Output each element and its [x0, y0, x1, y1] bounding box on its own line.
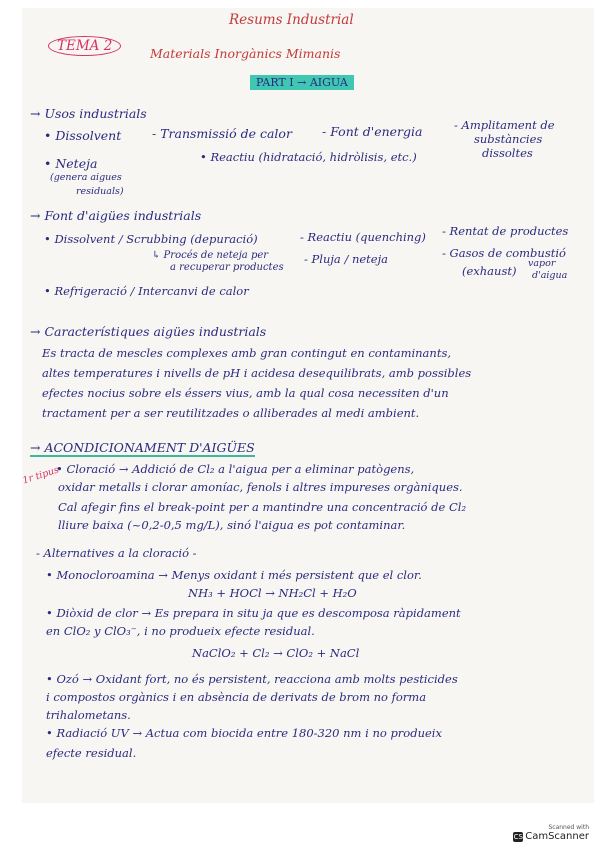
tema-subtitle: Materials Inorgànics Mimanis — [150, 46, 341, 61]
fonts-item: (exhaust) — [462, 264, 517, 278]
camscanner-watermark — [513, 824, 589, 842]
camscanner-text: CamScanner — [525, 831, 589, 842]
clor-line: • Cloració → Addició de Cl₂ a l'aigua per a eliminar patògens, — [56, 462, 415, 476]
fonts-item: ↳ Procés de neteja per — [152, 250, 269, 261]
usos-item: residuals) — [76, 186, 124, 197]
ozo-line: • Ozó → Oxidant fort, no és persistent, reacciona amb molts pesticides — [46, 672, 458, 686]
usos-item: • Dissolvent — [44, 128, 122, 143]
mono-line: • Monocloroamina → Menys oxidant i més persistent que el clor. — [46, 568, 422, 582]
fonts-item: d'aigua — [532, 270, 568, 281]
clor-line: oxidar metalls i clorar amoníac, fenols i altres impureses orgàniques. — [58, 480, 463, 494]
fonts-item: - Rentat de productes — [442, 224, 569, 238]
scanned-with-label: Scanned with — [548, 824, 589, 831]
fonts-heading: → Font d'aigües industrials — [30, 208, 202, 223]
clor-line: lliure baixa (~0,2-0,5 mg/L), sinó l'aigua es pot contaminar. — [58, 518, 406, 532]
caract-line: Es tracta de mescles complexes amb gran contingut en contaminants, — [42, 346, 452, 360]
part-label: PART I → AIGUA — [250, 71, 354, 90]
side-note: 1r tipus — [21, 464, 61, 487]
usos-item: (genera aigues — [50, 172, 122, 183]
caract-heading: → Característiques aigües industrials — [30, 324, 267, 339]
usos-item: - Font d'energia — [322, 124, 423, 139]
fonts-item: - Pluja / neteja — [304, 252, 389, 266]
dioxid-line: • Diòxid de clor → Es prepara in situ ja que es descomposa ràpidament — [46, 606, 461, 620]
usos-item: - Transmissió de calor — [152, 126, 292, 141]
fonts-item: - Gasos de combustió — [442, 246, 566, 260]
usos-item: dissoltes — [482, 146, 533, 160]
fonts-item: vapor — [528, 258, 556, 269]
caract-line: tractament per a ser reutilitzades o alliberades al medi ambient. — [42, 406, 420, 420]
dioxid-equation: NaClO₂ + Cl₂ → ClO₂ + NaCl — [192, 646, 360, 660]
usos-item: substàncies — [474, 132, 543, 146]
tema-label: TEMA 2 — [48, 38, 121, 54]
caract-line: efectes nocius sobre els éssers vius, amb la qual cosa necessiten d'un — [42, 386, 449, 400]
fonts-item: - Reactiu (quenching) — [300, 230, 426, 244]
fonts-item: • Refrigeració / Intercanvi de calor — [44, 284, 249, 298]
caract-line: altes temperatures i nivells de pH i acidesa desequilibrats, amb possibles — [42, 366, 472, 380]
notes-sheet — [22, 8, 594, 803]
fonts-item: a recuperar productes — [170, 262, 284, 273]
alt-heading: - Alternatives a la cloració - — [36, 546, 197, 560]
uv-line: efecte residual. — [46, 746, 137, 760]
uv-line: • Radiació UV → Actua com biocida entre 180-320 nm i no produeix — [46, 726, 442, 740]
clor-line: Cal afegir fins el break-point per a mantindre una concentració de Cl₂ — [58, 500, 467, 514]
ozo-line: i compostos orgànics i en absència de derivats de brom no forma — [46, 690, 427, 704]
camscanner-logo-icon: CS — [513, 833, 523, 841]
dioxid-line: en ClO₂ y ClO₃⁻, i no produeix efecte residual. — [46, 624, 315, 638]
ozo-line: trihalometans. — [46, 708, 131, 722]
usos-item: • Reactiu (hidratació, hidròlisis, etc.) — [200, 150, 417, 164]
usos-item: • Neteja — [44, 156, 98, 171]
mono-equation: NH₃ + HOCl → NH₂Cl + H₂O — [188, 586, 357, 600]
fonts-item: • Dissolvent / Scrubbing (depuració) — [44, 232, 258, 246]
camscanner-brand — [513, 831, 589, 842]
usos-heading: → Usos industrials — [30, 106, 147, 121]
acond-heading: → ACONDICIONAMENT D'AIGÜES — [30, 440, 255, 455]
page-title: Resums Industrial — [229, 12, 354, 28]
usos-item: - Amplitament de — [454, 118, 555, 132]
